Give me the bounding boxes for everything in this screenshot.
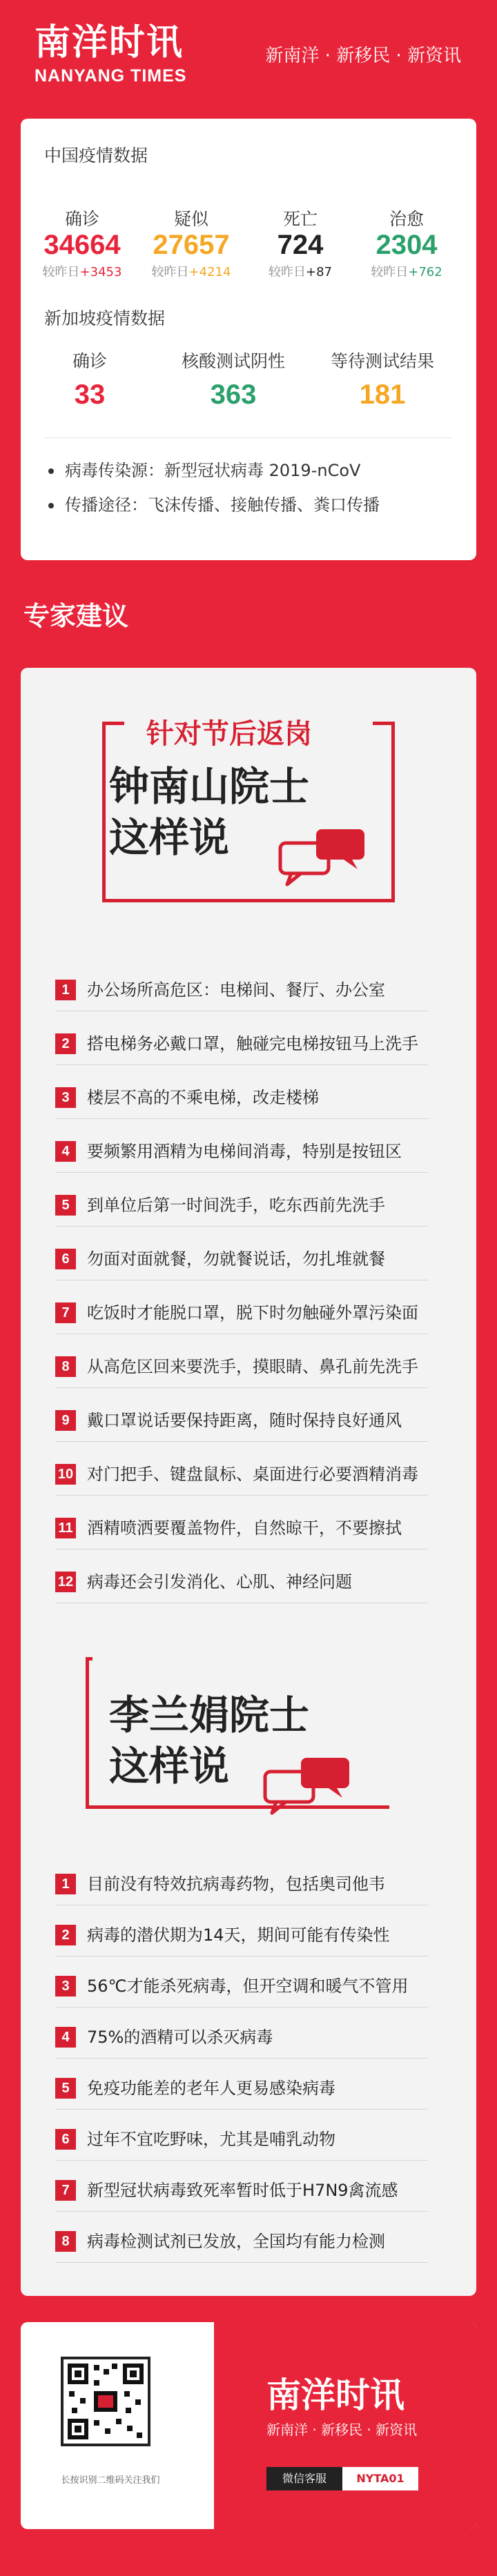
list-item (55, 2228, 456, 2256)
stat-confirmed (30, 206, 134, 280)
item-divider (55, 2211, 428, 2212)
item-divider (55, 1387, 428, 1388)
item-divider (55, 1495, 428, 1496)
item-number-badge: 10 (55, 1464, 76, 1485)
item-divider (55, 1441, 428, 1442)
list-item (55, 2177, 456, 2205)
item-number-badge: 8 (55, 2231, 76, 2252)
stat-label: 等待测试结果 (330, 351, 434, 371)
item-number-badge: 2 (55, 1033, 76, 1054)
item-text: 搭电梯务必戴口罩，触碰完电梯按钮马上洗手 (87, 1034, 418, 1053)
item-text: 楼层不高的不乘电梯，改走楼梯 (87, 1088, 319, 1107)
stat-label: 确诊 (72, 351, 107, 371)
info-transmission: 传播途径：飞沫传播、接触传播、粪口传播 (48, 491, 380, 515)
item-number-badge: 4 (55, 2027, 76, 2048)
item-text: 戴口罩说话要保持距离，随时保持良好通风 (87, 1411, 402, 1430)
list-item (55, 2075, 456, 2103)
item-text: 病毒的潜伏期为14天，期间可能有传染性 (87, 1925, 390, 1945)
item-text: 过年不宜吃野味，尤其是哺乳动物 (87, 2130, 335, 2149)
list-item (55, 1871, 456, 1899)
expert-advice-card (21, 668, 476, 2296)
stat-delta: 较昨日+3453 (42, 265, 122, 279)
singapore-stats-title: 新加坡疫情数据 (44, 308, 166, 328)
bullet-icon (48, 468, 54, 474)
item-text: 酒精喷洒要覆盖物件，自然晾干，不要擦拭 (87, 1518, 402, 1538)
item-text: 目前没有特效抗病毒药物，包括奥司他韦 (87, 1874, 385, 1894)
item-number-badge: 9 (55, 1410, 76, 1431)
item-text: 免疫功能差的老年人更易感染病毒 (87, 2079, 335, 2098)
stat-value: 33 (74, 379, 106, 410)
item-divider (55, 2058, 428, 2059)
list-item (55, 1084, 456, 1112)
item-divider (55, 2007, 428, 2008)
stat-value: 2304 (376, 230, 438, 260)
item-divider (55, 1172, 428, 1173)
item-number-badge: 6 (55, 2129, 76, 2150)
item-number-badge: 12 (55, 1572, 76, 1592)
stat-value: 34664 (43, 230, 121, 260)
item-divider (55, 2109, 428, 2110)
banner-title-line2: 这样说 (109, 1743, 230, 1790)
item-number-badge: 8 (55, 1356, 76, 1377)
logo-english: NANYANG TIMES (35, 66, 187, 86)
stat-value: 363 (210, 379, 257, 410)
item-divider (55, 1118, 428, 1119)
banner-title-line2: 这样说 (109, 814, 230, 861)
list-item (55, 1192, 456, 1220)
item-text: 病毒检测试剂已发放，全国均有能力检测 (87, 2232, 385, 2251)
footer-brand-panel (214, 2322, 476, 2529)
item-text: 到单位后第一时间洗手，吃东西前先洗手 (87, 1196, 385, 1215)
wechat-service-label: 微信客服 (266, 2467, 342, 2490)
list-item (55, 1569, 456, 1596)
item-text: 从高危区回来要洗手，摸眼睛、鼻孔前先洗手 (87, 1357, 418, 1376)
info-source: 病毒传染源：新型冠状病毒 2019-nCoV (48, 457, 360, 481)
stat-value: 724 (277, 230, 324, 260)
item-number-badge: 5 (55, 2078, 76, 2099)
stat-label: 核酸测试阴性 (181, 351, 285, 371)
stat-label: 确诊 (64, 209, 99, 229)
logo-chinese: 南洋时讯 (35, 22, 184, 63)
banner-title-line1: 李兰娟院士 (109, 1692, 310, 1738)
item-text: 吃饭时才能脱口罩，脱下时勿触碰外罩污染面 (87, 1303, 418, 1322)
expert-advice-heading: 专家建议 (23, 601, 129, 631)
chat-bubble-icon (277, 825, 369, 894)
sg-stat-negative (164, 348, 302, 410)
stat-delta: 较昨日+4214 (151, 265, 231, 279)
epidemic-stats-card (21, 119, 476, 560)
banner-title-line1: 钟南山院士 (109, 763, 310, 810)
list-item (55, 1515, 456, 1543)
chat-bubble-icon (262, 1754, 353, 1823)
stat-deaths (248, 206, 352, 280)
item-text: 病毒还会引发消化、心肌、神经问题 (87, 1572, 352, 1592)
item-number-badge: 1 (55, 980, 76, 1000)
item-divider (55, 1226, 428, 1227)
stat-label: 死亡 (282, 209, 318, 229)
list-item (55, 1922, 456, 1950)
stat-recovered (355, 206, 458, 280)
item-divider (55, 1064, 428, 1065)
qr-code-icon (64, 2359, 148, 2444)
item-number-badge: 3 (55, 1976, 76, 1997)
list-item (55, 2126, 456, 2154)
divider (44, 437, 453, 438)
stat-label: 疑似 (173, 209, 208, 229)
list-item (55, 1246, 456, 1274)
item-text: 75%的酒精可以杀灭病毒 (87, 2028, 273, 2047)
item-number-badge: 1 (55, 1874, 76, 1894)
item-text: 勿面对面就餐，勿就餐说话，勿扎堆就餐 (87, 1249, 385, 1269)
item-divider (55, 2160, 428, 2161)
item-number-badge: 6 (55, 1249, 76, 1269)
banner-frame-corner (86, 1657, 92, 1733)
item-text: 对门把手、键盘鼠标、桌面进行必要酒精消毒 (87, 1465, 418, 1484)
list-item (55, 977, 456, 1004)
qr-caption: 长按识别二维码关注我们 (61, 2475, 160, 2486)
list-item (55, 2024, 456, 2052)
footer-card (21, 2322, 476, 2529)
china-stats-title: 中国疫情数据 (44, 146, 148, 166)
item-text: 56℃才能杀死病毒，但开空调和暖气不管用 (87, 1976, 409, 1996)
item-number-badge: 11 (55, 1518, 76, 1538)
list-item (55, 1031, 456, 1058)
wechat-id[interactable]: NYTA01 (342, 2467, 418, 2490)
stat-label: 治愈 (389, 209, 424, 229)
item-text: 要频繁用酒精为电梯间消毒，特别是按钮区 (87, 1142, 402, 1161)
footer-tagline: 新南洋 · 新移民 · 新资讯 (266, 2421, 418, 2438)
item-text: 办公场所高危区：电梯间、餐厅、办公室 (87, 980, 385, 1000)
item-number-badge: 7 (55, 1302, 76, 1323)
list-item (55, 1300, 456, 1327)
item-number-badge: 2 (55, 1925, 76, 1945)
item-number-badge: 3 (55, 1087, 76, 1108)
item-text: 新型冠状病毒致死率暂时低于H7N9禽流感 (87, 2181, 398, 2200)
qr-code[interactable] (61, 2357, 150, 2446)
header-tagline: 新南洋 · 新移民 · 新资讯 (265, 46, 461, 66)
item-number-badge: 5 (55, 1195, 76, 1216)
sg-stat-confirmed (21, 348, 159, 410)
item-divider (55, 2262, 428, 2263)
stat-delta: 较昨日+87 (269, 265, 332, 279)
list-item (55, 1354, 456, 1381)
banner-subtitle: 针对节后返岗 (139, 712, 319, 751)
list-item (55, 1973, 456, 2001)
stat-value: 27657 (153, 230, 230, 260)
item-number-badge: 4 (55, 1141, 76, 1162)
list-item (55, 1407, 456, 1435)
header (0, 0, 497, 103)
stat-suspected (139, 206, 243, 280)
item-number-badge: 7 (55, 2180, 76, 2201)
stat-delta: 较昨日+762 (371, 265, 442, 279)
list-item (55, 1138, 456, 1166)
stat-value: 181 (359, 379, 406, 410)
bullet-icon (48, 503, 54, 508)
sg-stat-pending (313, 348, 451, 410)
footer-logo: 南洋时讯 (266, 2375, 405, 2415)
list-item (55, 1461, 456, 1489)
